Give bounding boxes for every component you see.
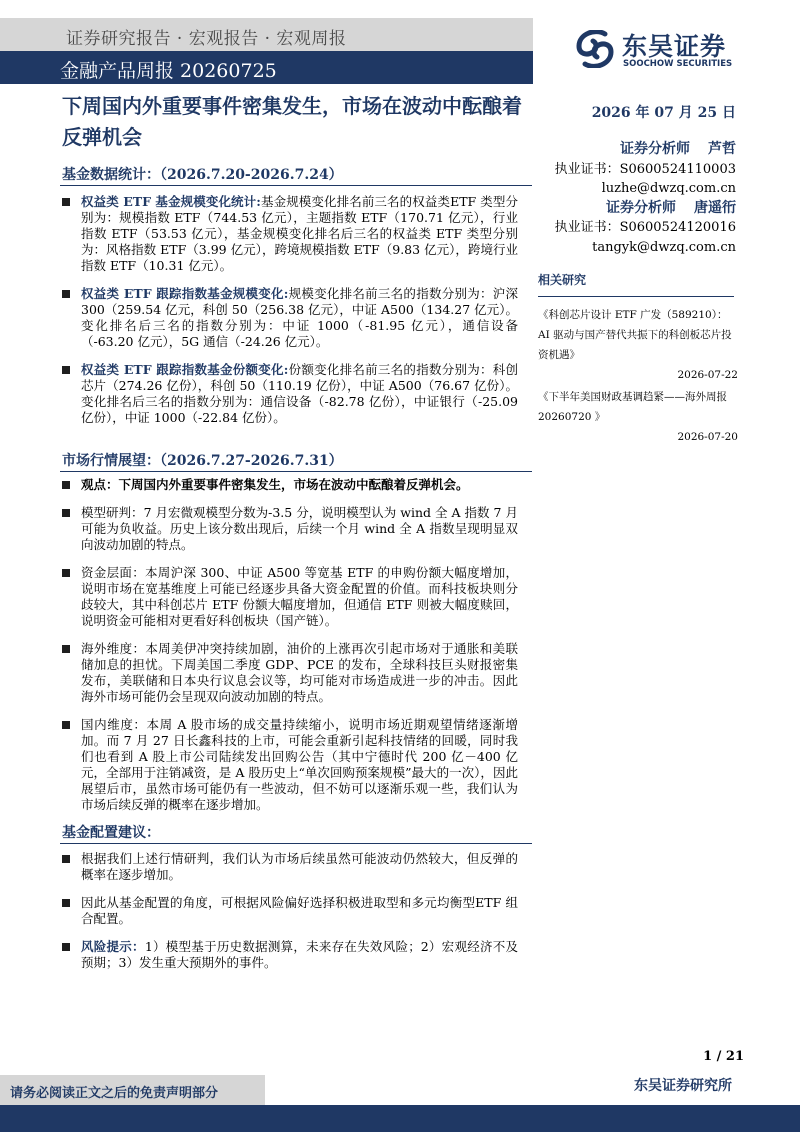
page-number: 1 / 21 bbox=[703, 1049, 744, 1064]
bullet-square-icon bbox=[62, 645, 70, 653]
section-title-market-outlook: 市场行情展望：（2026.7.27-2026.7.31） bbox=[62, 453, 343, 469]
logo-mark-icon bbox=[575, 30, 615, 68]
logo-name-en: SOOCHOW SECURITIES bbox=[623, 59, 733, 69]
related-date: 2026-07-20 bbox=[677, 431, 738, 443]
analyst-title: 证券分析师 唐遥衎 bbox=[606, 199, 736, 216]
analyst-block bbox=[555, 140, 736, 257]
bullet-square-icon bbox=[62, 290, 70, 298]
footer-bar bbox=[0, 1105, 800, 1132]
related-title: 相关研究 bbox=[538, 273, 587, 287]
disclaimer-band bbox=[0, 1075, 265, 1105]
related-item[interactable]: 《科创芯片设计 ETF 广发（589210）：AI 驱动与国产替代共振下的科创板芯片投资机遇》 bbox=[538, 309, 732, 361]
list-item: 权益类 ETF 基金规模变化统计:基金规模变化排名前三名的权益类ETF 类型分别为：规模指数 ETF（744.53 亿元），主题指数 ETF（170.71 亿元），行业指数 ETF（53.53 亿元），基金规模变化排名后三名的权益类 ETF 类型分别为：风格指数 ETF（3.99 亿元），跨境规模指数 ETF（9.83 亿元），跨境行业指数 ETF（10.31 亿元）。 bbox=[62, 194, 518, 274]
section-divider bbox=[60, 843, 532, 844]
institute-name: 东吴证券研究所 bbox=[634, 1078, 732, 1094]
bullet-square-icon bbox=[62, 899, 70, 907]
bullet-square-icon bbox=[62, 943, 70, 951]
list-item: 因此从基金配置的角度，可根据风险偏好选择积极进取型和多元均衡型ETF 组合配置。 bbox=[62, 895, 518, 927]
header-category-band bbox=[0, 18, 533, 51]
report-date: 2026 年 07 月 25 日 bbox=[591, 105, 736, 121]
report-category: 证券研究报告 · 宏观报告 · 宏观周报 bbox=[66, 29, 347, 49]
list-item: 权益类 ETF 跟踪指数基金份额变化:份额变化排名前三名的指数分别为：科创芯片（274.26 亿份），科创 50（110.19 亿份），中证 A500（76.67 亿份）。变化排名后三名的指数分别为：通信设备（-82.78 亿份），中证银行（-25.09 亿份），中证 1000（-22.84 亿份）。 bbox=[62, 362, 518, 426]
list-item: 权益类 ETF 跟踪指数基金规模变化:规模变化排名前三名的指数分别为：沪深 300（259.54 亿元，科创 50（256.38 亿元），中证 A500（134.27 亿元）。变化排名后三名的指数分别为：中证 1000（-81.95 亿元），通信设备（-63.20 亿元），5G 通信（-24.26 亿元）。 bbox=[62, 286, 518, 350]
related-research bbox=[538, 271, 738, 449]
section-divider bbox=[60, 471, 532, 472]
disclaimer-text: 请务必阅读正文之后的免责声明部分 bbox=[10, 1086, 219, 1101]
list-item-view: 观点：下周国内外重要事件密集发生，市场在波动中酝酿着反弹机会。 bbox=[62, 477, 518, 493]
company-logo bbox=[575, 27, 755, 73]
section-divider bbox=[60, 185, 532, 186]
analyst-name: 芦哲 bbox=[708, 141, 736, 157]
list-item-risk: 风险提示：1）模型基于历史数据测算，未来存在失效风险；2）宏观经济不及预期；3）发生重大预期外的事件。 bbox=[62, 939, 518, 971]
analyst-email[interactable]: tangyk@dwzq.com.cn bbox=[592, 239, 736, 255]
bullet-square-icon bbox=[62, 198, 70, 206]
logo-name-cn: 东吴证券 bbox=[622, 32, 727, 61]
market-outlook-list bbox=[62, 477, 518, 813]
bullet-square-icon bbox=[62, 366, 70, 374]
analyst-cert: 执业证书：S0600524110003 bbox=[554, 161, 736, 177]
related-date: 2026-07-22 bbox=[677, 369, 738, 381]
related-item[interactable]: 《下半年美国财政基调趋紧——海外周报 20260720 》 bbox=[538, 391, 727, 423]
analyst-name: 唐遥衎 bbox=[694, 199, 736, 216]
related-divider bbox=[538, 296, 734, 297]
report-name: 金融产品周报 20260725 bbox=[60, 60, 277, 82]
section-title-fund-stats: 基金数据统计：（2026.7.20-2026.7.24） bbox=[62, 167, 343, 183]
section-title-allocation: 基金配置建议： bbox=[62, 825, 160, 841]
list-item: 模型研判：7 月宏微观模型分数为-3.5 分，说明模型认为 wind 全 A 指数 7 月可能为负收益。历史上该分数出现后，后续一个月 wind 全 A 指数呈现明显双向波动加剧的特点。 bbox=[62, 505, 518, 553]
bullet-square-icon bbox=[62, 569, 70, 577]
header-title-band bbox=[0, 51, 533, 84]
bullet-square-icon bbox=[62, 481, 70, 489]
list-item: 资金层面：本周沪深 300、中证 A500 等宽基 ETF 的申购份额大幅度增加，说明市场在宽基维度上可能已经逐步具备大资金配置的价值。而科技板块则分歧较大，其中科创芯片 ETF 份额大幅度增加，但通信 ETF 则被大幅度赎回，说明资金可能相对更看好科创板块（国产链）。 bbox=[62, 565, 518, 629]
report-headline: 下周国内外重要事件密集发生，市场在波动中酝酿着反弹机会 bbox=[62, 94, 522, 149]
allocation-list bbox=[62, 851, 518, 971]
analyst-email[interactable]: luzhe@dwzq.com.cn bbox=[601, 181, 736, 196]
bullet-square-icon bbox=[62, 855, 70, 863]
list-item: 海外维度：本周美伊冲突持续加剧，油价的上涨再次引起市场对于通胀和美联储加息的担忧。下周美国二季度 GDP、PCE 的发布，全球科技巨头财报密集发布，美联储和日本央行议息会议等，均可能对市场造成进一步的冲击。因此海外市场可能仍会呈现双向波动加剧的特点。 bbox=[62, 641, 518, 705]
bullet-square-icon bbox=[62, 509, 70, 517]
analyst-title: 证券分析师 芦哲 bbox=[620, 141, 736, 157]
list-item: 根据我们上述行情研判，我们认为市场后续虽然可能波动仍然较大，但反弹的概率在逐步增加。 bbox=[62, 851, 518, 883]
bullet-square-icon bbox=[62, 721, 70, 729]
fund-stats-list bbox=[62, 194, 518, 426]
analyst-cert: 执业证书：S0600524120016 bbox=[554, 220, 736, 235]
list-item: 国内维度：本周 A 股市场的成交量持续缩小，说明市场近期观望情绪逐渐增加。而 7 月 27 日长鑫科技的上市，可能会重新引起科技情绪的回暖，同时我们也看到 A 股上市公司陆续发出回购公告（其中宁德时代 200 亿－400 亿元，全部用于注销减资，是 A 股历史上“单次回购预案规模”最大的一次），因此展望后市，虽然市场可能仍有一些波动，但不妨可以逐渐乐观一些，我们认为市场后续反弹的概率在逐步增加。 bbox=[62, 717, 518, 813]
